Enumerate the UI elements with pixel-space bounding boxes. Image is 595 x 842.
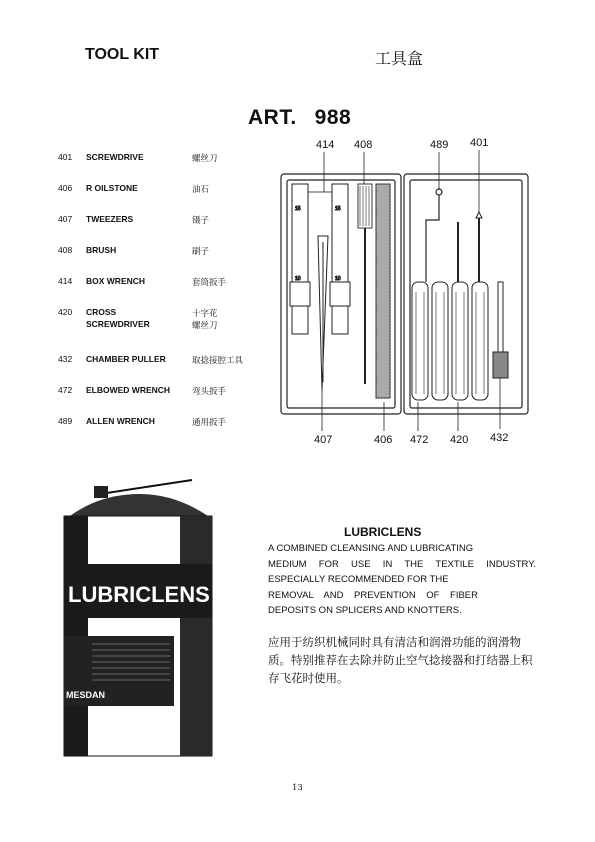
part-name-chinese: 套筒扳手: [192, 278, 227, 288]
part-name-chinese-line2: 螺丝刀: [192, 321, 218, 331]
oilstone-drawing: [376, 184, 390, 398]
callout-label: 489: [430, 139, 449, 151]
description-line: REMOVAL AND PREVENTION OF FIBER: [268, 589, 478, 601]
part-number: 472: [58, 385, 73, 395]
description-line: ESPECIALLY RECOMMENDED FOR THE: [268, 574, 449, 585]
spray-brand-text: LUBRICLENS: [68, 582, 210, 607]
case-outline: [281, 174, 528, 414]
callout-label: 401: [470, 137, 489, 149]
callout-label: 432: [490, 432, 509, 444]
product-description-chinese: 应用于纺织机械同时具有清洁和润滑功能的润滑物质。特别推荐在去除并防止空气捻接器和打结器上积存飞花时使用。: [268, 635, 533, 685]
chamber-puller-drawing: [493, 282, 508, 378]
allen-wrench-drawing: [426, 189, 442, 282]
description-line: MEDIUM FOR USE IN THE TEXTILE INDUSTRY.: [268, 558, 536, 570]
spray-maker-text: MESDAN: [66, 690, 106, 700]
part-number: 407: [58, 214, 73, 224]
callout-label: 408: [354, 139, 373, 151]
part-name: ALLEN WRENCH: [86, 416, 155, 426]
callout-label: 406: [374, 434, 393, 446]
article-heading: [248, 106, 351, 130]
brush-drawing: [358, 184, 372, 384]
description-line: DEPOSITS ON SPLICERS AND KNOTTERS.: [268, 605, 462, 616]
svg-text:10: 10: [335, 276, 341, 282]
callout-label: 414: [316, 139, 335, 151]
part-number: 408: [58, 245, 73, 255]
callout-label: 472: [410, 434, 429, 446]
part-name-chinese: 刷子: [192, 247, 210, 257]
part-name-chinese: 弯头扳手: [192, 387, 227, 397]
article-label: ART.: [248, 106, 297, 129]
callout-label: 407: [314, 434, 333, 446]
tool-kit-diagram: [276, 132, 538, 450]
part-name: TWEEZERS: [86, 214, 134, 224]
part-number: 489: [58, 416, 73, 426]
part-number: 432: [58, 354, 73, 364]
tweezers-drawing: [318, 236, 328, 390]
page-title-chinese: 工具盒: [375, 49, 424, 68]
part-name-chinese: 取捻接腔工具: [192, 356, 244, 366]
svg-text:10: 10: [295, 276, 301, 282]
description-line: A COMBINED CLEANSING AND LUBRICATING: [268, 543, 474, 554]
part-name: CROSS: [86, 307, 117, 317]
screwdriver-drawings: [412, 212, 488, 400]
part-number: 420: [58, 307, 73, 317]
part-name: R OILSTONE: [86, 183, 138, 193]
product-description: [268, 541, 536, 619]
part-name: SCREWDRIVE: [86, 152, 144, 162]
part-name-chinese: 通用扳手: [192, 418, 227, 428]
part-number: 414: [58, 276, 73, 286]
part-name-chinese: 镊子: [192, 216, 210, 226]
part-name: CHAMBER PULLER: [86, 354, 166, 364]
product-name: LUBRICLENS: [344, 525, 422, 539]
part-name: BRUSH: [86, 245, 117, 255]
part-name: BOX WRENCH: [86, 276, 146, 286]
svg-text:15: 15: [335, 206, 341, 212]
svg-text:15: 15: [295, 206, 301, 212]
part-number: 406: [58, 183, 73, 193]
callout-label: 420: [450, 434, 469, 446]
part-name-chinese: 十字花: [192, 309, 218, 319]
spray-can-illustration: [60, 476, 220, 758]
article-number: 988: [314, 106, 352, 129]
part-name-chinese: 螺丝刀: [192, 154, 218, 164]
part-name-line2: SCREWDRIVER: [86, 319, 150, 329]
page-title: TOOL KIT: [85, 46, 160, 63]
part-name: ELBOWED WRENCH: [86, 385, 171, 395]
part-number: 401: [58, 152, 73, 162]
page-number: 13: [292, 783, 303, 793]
part-name-chinese: 油石: [192, 185, 210, 195]
